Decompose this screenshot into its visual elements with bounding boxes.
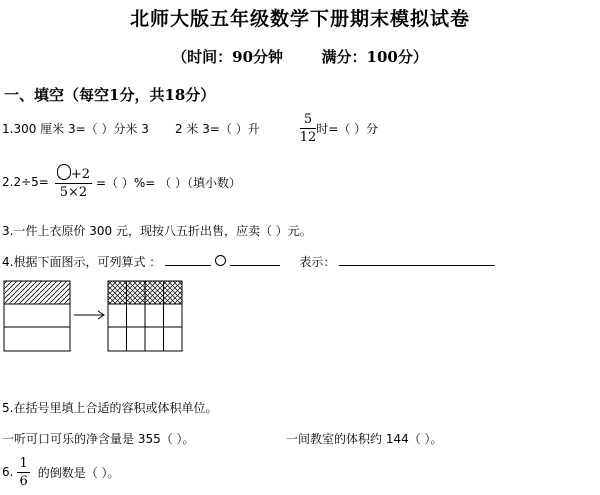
answer-blank (339, 265, 495, 266)
question-1-part1: 1.300 厘米 3=（ ）分米 3 (2, 121, 149, 136)
exam-title: 北师大版五年级数学下册期末模拟试卷 (129, 8, 470, 30)
fraction-5-12 (300, 111, 317, 146)
fraction-blank-over-5x2 (55, 164, 92, 201)
question-1-part2: 2 米 3=（ ）升 (174, 121, 260, 136)
answer-blank (230, 265, 280, 266)
fraction-diagram (0, 278, 190, 356)
question-4-label: 表示： (299, 255, 336, 269)
question-4-prefix: 4.根据下面图示，可列算式 ： (2, 255, 162, 269)
question-5-heading: 5.在括号里填上合适的容积或体积单位。 (2, 401, 218, 415)
question-3: 3.一件上衣原价 300 元，现按八五折出售，应卖（ ）元。 (2, 224, 312, 238)
question-6-suffix: 的倒数是（ ）。 (37, 465, 120, 480)
time-limit: （时间：90分钟 (172, 48, 284, 66)
fraction-denominator: 12 (299, 129, 317, 145)
fraction-denominator: 6 (19, 473, 28, 489)
answer-blank (165, 265, 211, 266)
question-2-prefix: 2.2÷5= (2, 175, 49, 189)
question-2 (2, 162, 241, 202)
full-score: 满分：100分） (321, 48, 428, 66)
question-6 (2, 452, 120, 492)
blank-parenthesis (57, 164, 71, 180)
question-5-left: 一听可口可乐的净含量是 355（ ）。 (2, 432, 195, 446)
operator-circle (215, 255, 226, 266)
left-rectangle-thirds (4, 281, 70, 351)
question-1 (2, 110, 378, 146)
section-heading-fill-in: 一、填空（每空1分，共18分） (4, 86, 216, 104)
fraction-denominator: 5×2 (59, 184, 88, 200)
question-5-right: 一间教室的体积约 144（ ）。 (286, 432, 443, 446)
question-6-prefix: 6. (2, 465, 14, 479)
fraction-numerator-suffix: +2 (70, 166, 90, 182)
question-4 (2, 253, 495, 270)
right-rectangle-grid (108, 281, 182, 351)
fraction-numerator: 5 (303, 111, 313, 127)
fraction-numerator: 1 (19, 455, 28, 471)
fraction-1-6 (17, 455, 29, 490)
question-1-part3: 时=（ ）分 (316, 121, 379, 136)
exam-subtitle (0, 46, 600, 67)
question-2-part2: =（ ）%= （ ）（填小数） (96, 175, 241, 190)
arrow-icon (74, 311, 104, 319)
